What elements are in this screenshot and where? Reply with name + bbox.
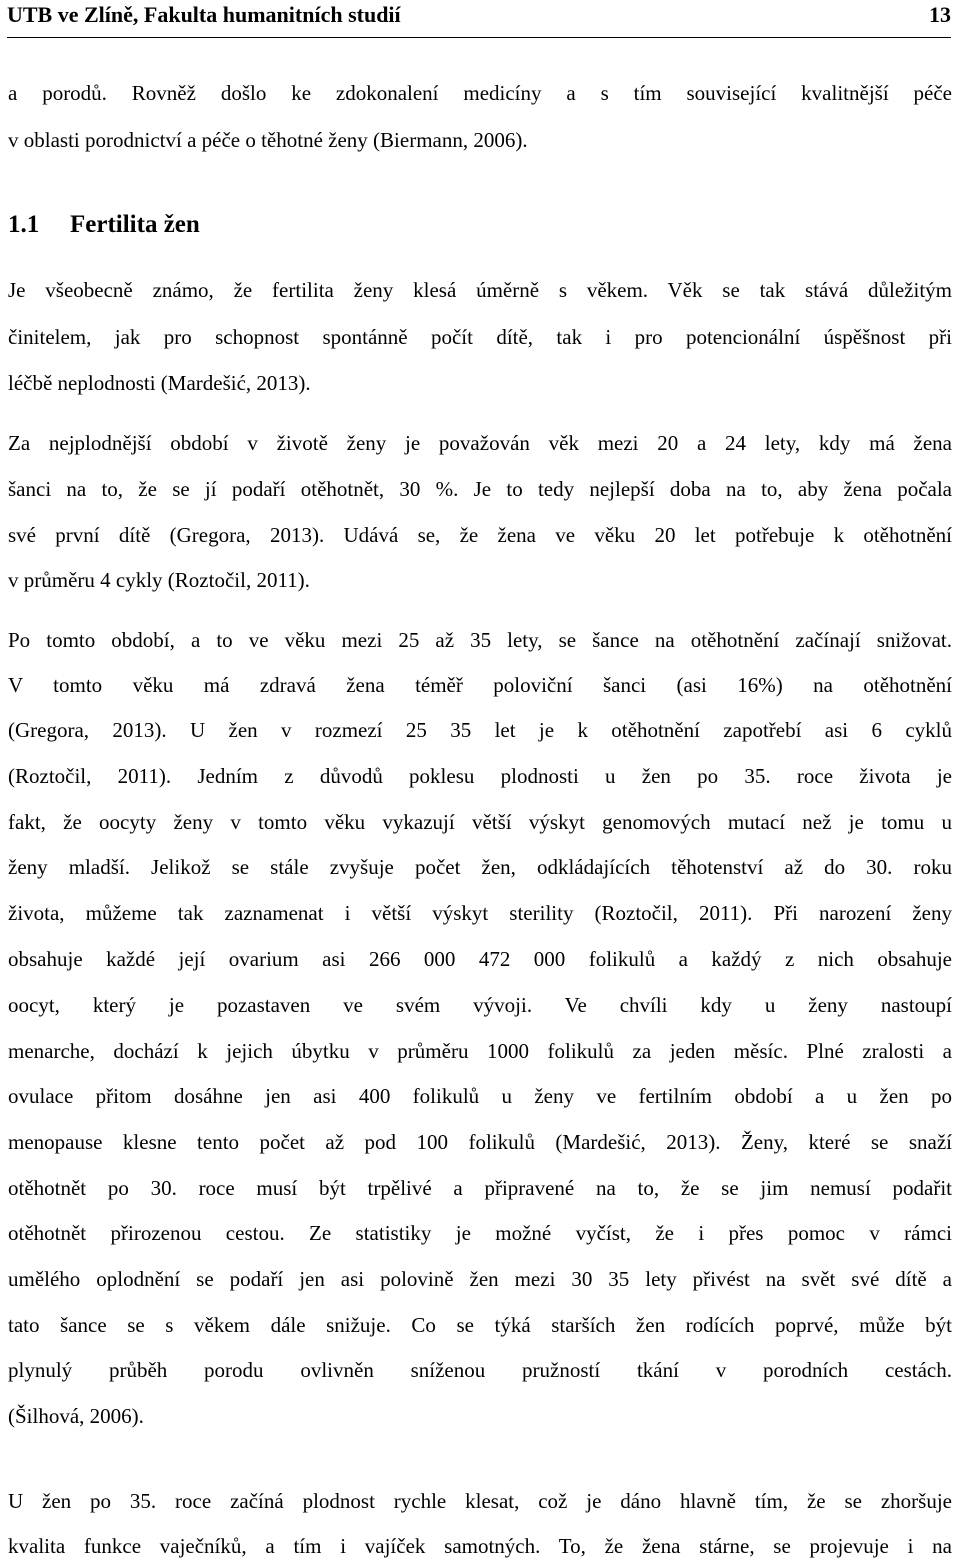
- text-line: obsahuje každé její ovarium asi 266 000 472 000 folikulů a každý z nich obsahuje: [8, 947, 952, 971]
- text-line: oocyt, který je pozastaven ve svém vývoji. Ve chvíli kdy u ženy nastoupí: [8, 993, 952, 1017]
- text-line: otěhotnět po 30. roce musí být trpělivé a připravené na to, že se jim nemusí podařit: [8, 1176, 952, 1200]
- text-line: umělého oplodnění se podaří jen asi polovině žen mezi 30 35 lety přivést na svět své dítě a: [8, 1267, 952, 1291]
- section-title: Fertilita žen: [70, 211, 200, 238]
- text-line: ženy mladší. Jelikož se stále zvyšuje počet žen, odkládajících těhotenství až do 30. roku: [8, 855, 952, 879]
- text-line: své první dítě (Gregora, 2013). Udává se, že žena ve věku 20 let potřebuje k otěhotnění: [8, 523, 952, 547]
- text-line: plynulý průběh porodu ovlivněn sníženou pružností tkání v porodních cestách.: [8, 1358, 952, 1382]
- text-line: a porodů. Rovněž došlo ke zdokonalení medicíny a s tím související kvalitnější péče: [8, 81, 952, 105]
- text-line: fakt, že oocyty ženy v tomto věku vykazují větší výskyt genomových mutací než je tomu u: [8, 810, 952, 834]
- text-line: tato šance se s věkem dále snižuje. Co se týká starších žen rodících poprvé, může být: [8, 1313, 952, 1337]
- text-line: Je všeobecně známo, že fertilita ženy klesá úměrně s věkem. Věk se tak stává důležitým: [8, 278, 952, 302]
- text-line: ovulace přitom dosáhne jen asi 400 folikulů u ženy ve fertilním období a u žen po: [8, 1084, 952, 1108]
- page-number: 13: [929, 2, 951, 27]
- text-line: otěhotnět přirozenou cestou. Ze statistiky je možné vyčíst, že i přes pomoc v rámci: [8, 1221, 952, 1245]
- text-line: (Šilhová, 2006).: [8, 1404, 144, 1428]
- text-line: menopause klesne tento počet až pod 100 folikulů (Mardešić, 2013). Ženy, které se snaží: [8, 1130, 952, 1154]
- text-line: menarche, dochází k jejich úbytku v průměru 1000 folikulů za jeden měsíc. Plné zralosti a: [8, 1039, 952, 1063]
- text-line: činitelem, jak pro schopnost spontánně počít dítě, tak i pro potencionální úspěšnost při: [8, 325, 952, 349]
- text-line: života, můžeme tak zaznamenat i větší výskyt sterility (Roztočil, 2011). Při narození ženy: [8, 901, 952, 925]
- section-number: 1.1: [8, 211, 40, 238]
- text-line: U žen po 35. roce začíná plodnost rychle klesat, což je dáno hlavně tím, že se zhoršuje: [8, 1489, 952, 1513]
- text-line: šanci na to, že se jí podaří otěhotnět, 30 %. Je to tedy nejlepší doba na to, aby žena počala: [8, 477, 952, 501]
- text-line: Za nejplodnější období v životě ženy je považován věk mezi 20 a 24 lety, kdy má žena: [8, 431, 952, 455]
- text-line: Po tomto období, a to ve věku mezi 25 až 35 lety, se šance na otěhotnění začínají snižovat.: [8, 628, 952, 652]
- text-line: v průměru 4 cykly (Roztočil, 2011).: [8, 568, 310, 592]
- text-line: v oblasti porodnictví a péče o těhotné ženy (Biermann, 2006).: [8, 128, 528, 152]
- text-line: (Roztočil, 2011). Jedním z důvodů poklesu plodnosti u žen po 35. roce života je: [8, 764, 952, 788]
- header-title: UTB ve Zlíně, Fakulta humanitních studií: [7, 2, 401, 27]
- text-line: kvalita funkce vaječníků, a tím i vajíček samotných. To, že žena stárne, se projevuje i na: [8, 1534, 952, 1558]
- page-header: [7, 0, 951, 38]
- text-line: (Gregora, 2013). U žen v rozmezí 25 35 let je k otěhotnění zapotřebí asi 6 cyklů: [8, 718, 952, 742]
- section-heading: [8, 211, 200, 239]
- text-line: V tomto věku má zdravá žena téměř poloviční šanci (asi 16%) na otěhotnění: [8, 673, 952, 697]
- text-line: léčbě neplodnosti (Mardešić, 2013).: [8, 371, 311, 395]
